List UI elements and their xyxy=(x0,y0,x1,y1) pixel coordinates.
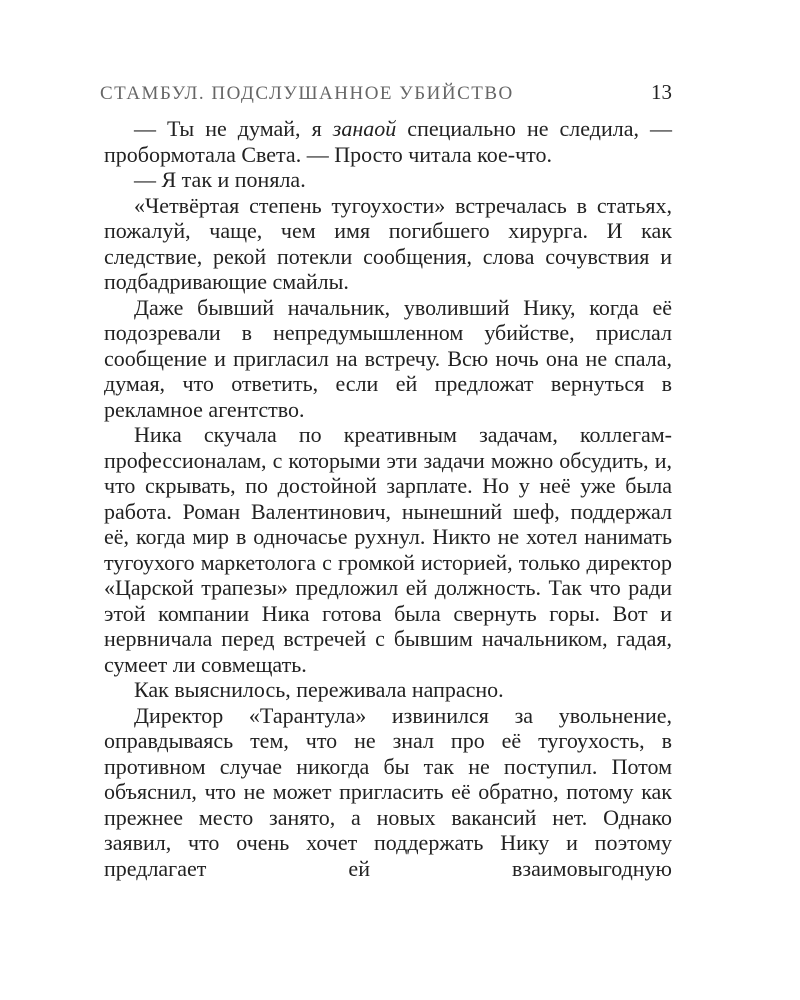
page-number: 13 xyxy=(651,80,672,104)
paragraph: — Я так и поняла. xyxy=(134,167,306,192)
emphasis: занаой xyxy=(332,116,397,141)
paragraph: — Ты не думай, я занаой специально не следила, — пробормотала Света. — Просто читала кое-что. xyxy=(104,116,673,167)
body-text xyxy=(104,116,672,881)
page-header xyxy=(100,80,672,105)
paragraph: Ника скучала по креативным задачам, коллегам-профессионалам, с которыми эти задачи можно обсудить, и, что скрывать, по достойной зарплате. Но у неё уже была работа. Роман Валентинович, нынешний шеф, поддержал её, когда мир в одночасье рухнул. Никто не хотел нанимать тугоухого маркетолога с громкой историей, только директор «Царской трапезы» предложил ей должность. Так что ради этой компании Ника готова была свернуть горы. Вот и нервничала перед встречей с бывшим начальником, гадая, сумеет ли совмещать. xyxy=(104,422,672,677)
paragraph: Даже бывший начальник, уволивший Нику, когда её подозревали в непредумышленном убийстве, прислал сообщение и пригласил на встречу. Всю ночь она не спала, думая, что ответить, если ей предложат вернуться в рекламное агентство. xyxy=(104,294,672,422)
paragraph: «Четвёртая степень тугоухости» встречалась в статьях, пожалуй, чаще, чем имя погибшего хирурга. И как следствие, рекой потекли сообщения, слова сочувствия и подбадривающие смайлы. xyxy=(104,192,672,294)
running-title: СТАМБУЛ. ПОДСЛУШАННОЕ УБИЙСТВО xyxy=(100,83,514,104)
paragraph: Директор «Тарантула» извинился за увольнение, оправдываясь тем, что не знал про её тугоухость, в противном случае никогда бы так не поступил. Потом объяснил, что не может пригласить её обратно, потому как прежнее место занято, а новых вакансий нет. Однако заявил, что очень хочет поддержать Нику и поэтому предлагает ей взаимовыгодную xyxy=(104,702,672,881)
paragraph: Как выяснилось, переживала напрасно. xyxy=(134,677,504,702)
